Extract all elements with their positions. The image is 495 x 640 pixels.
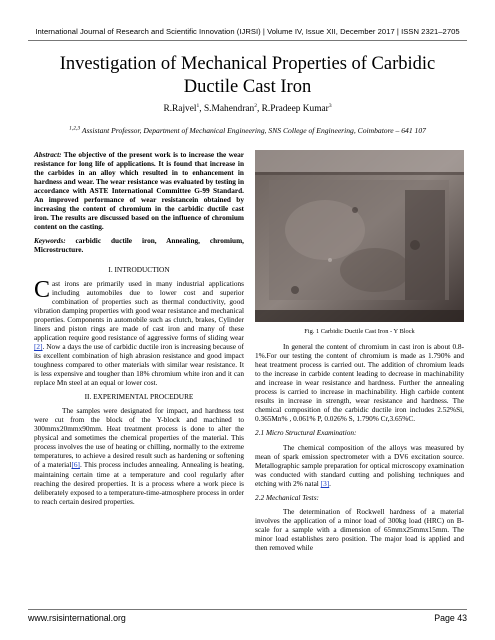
microstructure-text-end: . <box>329 478 331 488</box>
author-2-sup: 2 <box>254 102 257 109</box>
microstructure-paragraph <box>255 443 464 488</box>
affiliation-sup: 1,2,3 <box>69 125 81 132</box>
author-2: , S.Mahendran <box>199 104 255 114</box>
affiliation-text: Assistant Professor, Department of Mechanical Engineering, SNS College of Engineering, Coimbatore – 641 107 <box>80 126 426 135</box>
title-line-2: Ductile Cast Iron <box>183 77 312 97</box>
chromium-paragraph: In general the content of chromium in cast iron is about 0.8-1%.For our testing the content of chromium is made as 1.790% and heat treatment process is carried out. The addition of chromium leads to the increase in carbide content leading to decrease in machinability and increase in wear resistance and hardness. Further the annealing process is carried to increase in machinability. High carbide content results in increase in strength, wear resistance and hardness. The chemical composition of the carbidic ductile iron includes 2.52%Si, 0.365Mn% , 0.061% P, 0.026% S, 1.790% Cr,3.65%C. <box>255 342 464 424</box>
title-line-1: Investigation of Mechanical Properties of Carbidic <box>59 54 436 74</box>
intro-text: ast irons are primarily used in many industrial applications including automobiles due to lower cost and superior combination of properties such as thermal conductivity, good vibration damping properties with good wear resistance and mechanical properties. Components in automobile such as clutch, brakes, Cylinder liners and piston rings are made of cast iron and many of these application require good resistance of aggressive forms of sliding wear <box>34 278 244 342</box>
keywords-label: Keywords: <box>34 236 66 246</box>
paper-title <box>40 53 455 99</box>
intro-paragraph <box>34 276 244 388</box>
keywords-text: carbidic ductile iron, Annealing, chromium, Microstructure. <box>34 236 244 255</box>
footer-rule <box>28 609 467 610</box>
left-column <box>34 150 244 506</box>
intro-heading: I. INTRODUCTION <box>108 264 170 274</box>
journal-header: International Journal of Research and Scientific Innovation (IJRSI) | Volume IV, Issue XII, December 2017 | ISSN 2321–2705 <box>35 27 460 36</box>
intro-text-end: . Now a days the use of carbidic ductile iron is increasing because of its excellent combination of high abrasion resistance and good impact toughness compared to other materials with similar wear resistance. It is less expensive and tougher than 18% chromium white iron and it can replace Mn steel at an equal or lower cost. <box>34 341 244 388</box>
abstract-label: Abstract: <box>34 150 62 159</box>
cast-iron-photo <box>255 150 464 322</box>
experimental-text-end: . This process includes annealing. Annealing is heating, maintaining certain time at a temperature and cool regularly after reaching the desired properties. It is a process where a work piece is deliberately exposed to a temperature-time-atmosphere process in order to reach certain desired properties. <box>34 460 244 506</box>
mechanical-tests-paragraph: The determination of Rockwell hardness of a material involves the application of a minor load of 300kg load (HRC) on B- scale for a sample with a dimension of 65mmx25mmx15mm. The minor load establishes zero position. The major load is applied and then removed while <box>255 506 464 552</box>
experimental-text: The samples were designated for impact, and hardness test were cut from the block of the Y-block and machined to 300mmx20mmx90mm. Heat treatment process is done to alter the physical and sometimes the chemical properties of the material. This process involves the use of heating or chilling, normally to the extreme temperatures, to achieve a desired result such as hardening or softening of a material <box>34 406 244 470</box>
author-1-sup: 1 <box>196 102 200 109</box>
experimental-paragraph <box>34 406 244 506</box>
reference-link[interactable]: [6] <box>71 460 80 470</box>
dropcap: C <box>34 276 51 303</box>
author-1: R.Rajvel <box>163 104 197 114</box>
keywords <box>34 236 244 254</box>
figure-caption: Fig. 1 Carbidic Ductile Cast Iron - Y Block <box>304 328 415 335</box>
footer-url[interactable]: www.rsisinternational.org <box>28 613 126 623</box>
experimental-heading: II. EXPERIMENTAL PROCEDURE <box>84 392 194 402</box>
figure-image <box>255 150 464 322</box>
header-rule <box>28 40 467 41</box>
author-3: , R.Pradeep Kumar <box>256 104 329 114</box>
reference-link[interactable]: [2] <box>34 341 43 351</box>
abstract <box>34 150 244 231</box>
reference-link[interactable]: [3] <box>320 478 330 488</box>
abstract-text: The objective of the present work is to increase the wear resistance for long life of applications. It is found that increase in the carbides in an alloy which resulted in to enhancement in hardness and wear. The wear resistance was evaluated by testing in accordance with ASTE International Committee G-99 Standard. An improved performance of wear resistancein obtained by increasing the content of chromium in the carbidic ductile cast iron. The results are discussed based on the influence of chromium content on the casting. <box>34 150 244 232</box>
section-2-2-heading: 2.2 Mechanical Tests: <box>255 492 319 502</box>
page-number: Page 43 <box>434 613 467 623</box>
right-column <box>255 150 464 552</box>
microstructure-text: The chemical composition of the alloys was measured by mean of spark emission spectrometer with a DV6 excitation source. Metallographic sample preparation for optical microscopy examination was conducted with standard cutting and polishing techniques and etching with 2% natal <box>255 442 464 488</box>
author-list <box>0 104 495 114</box>
section-2-1-heading: 2.1 Micro Structural Examination: <box>255 428 357 438</box>
affiliation <box>20 126 475 135</box>
page-footer <box>28 613 467 623</box>
author-3-sup: 3 <box>328 102 332 109</box>
